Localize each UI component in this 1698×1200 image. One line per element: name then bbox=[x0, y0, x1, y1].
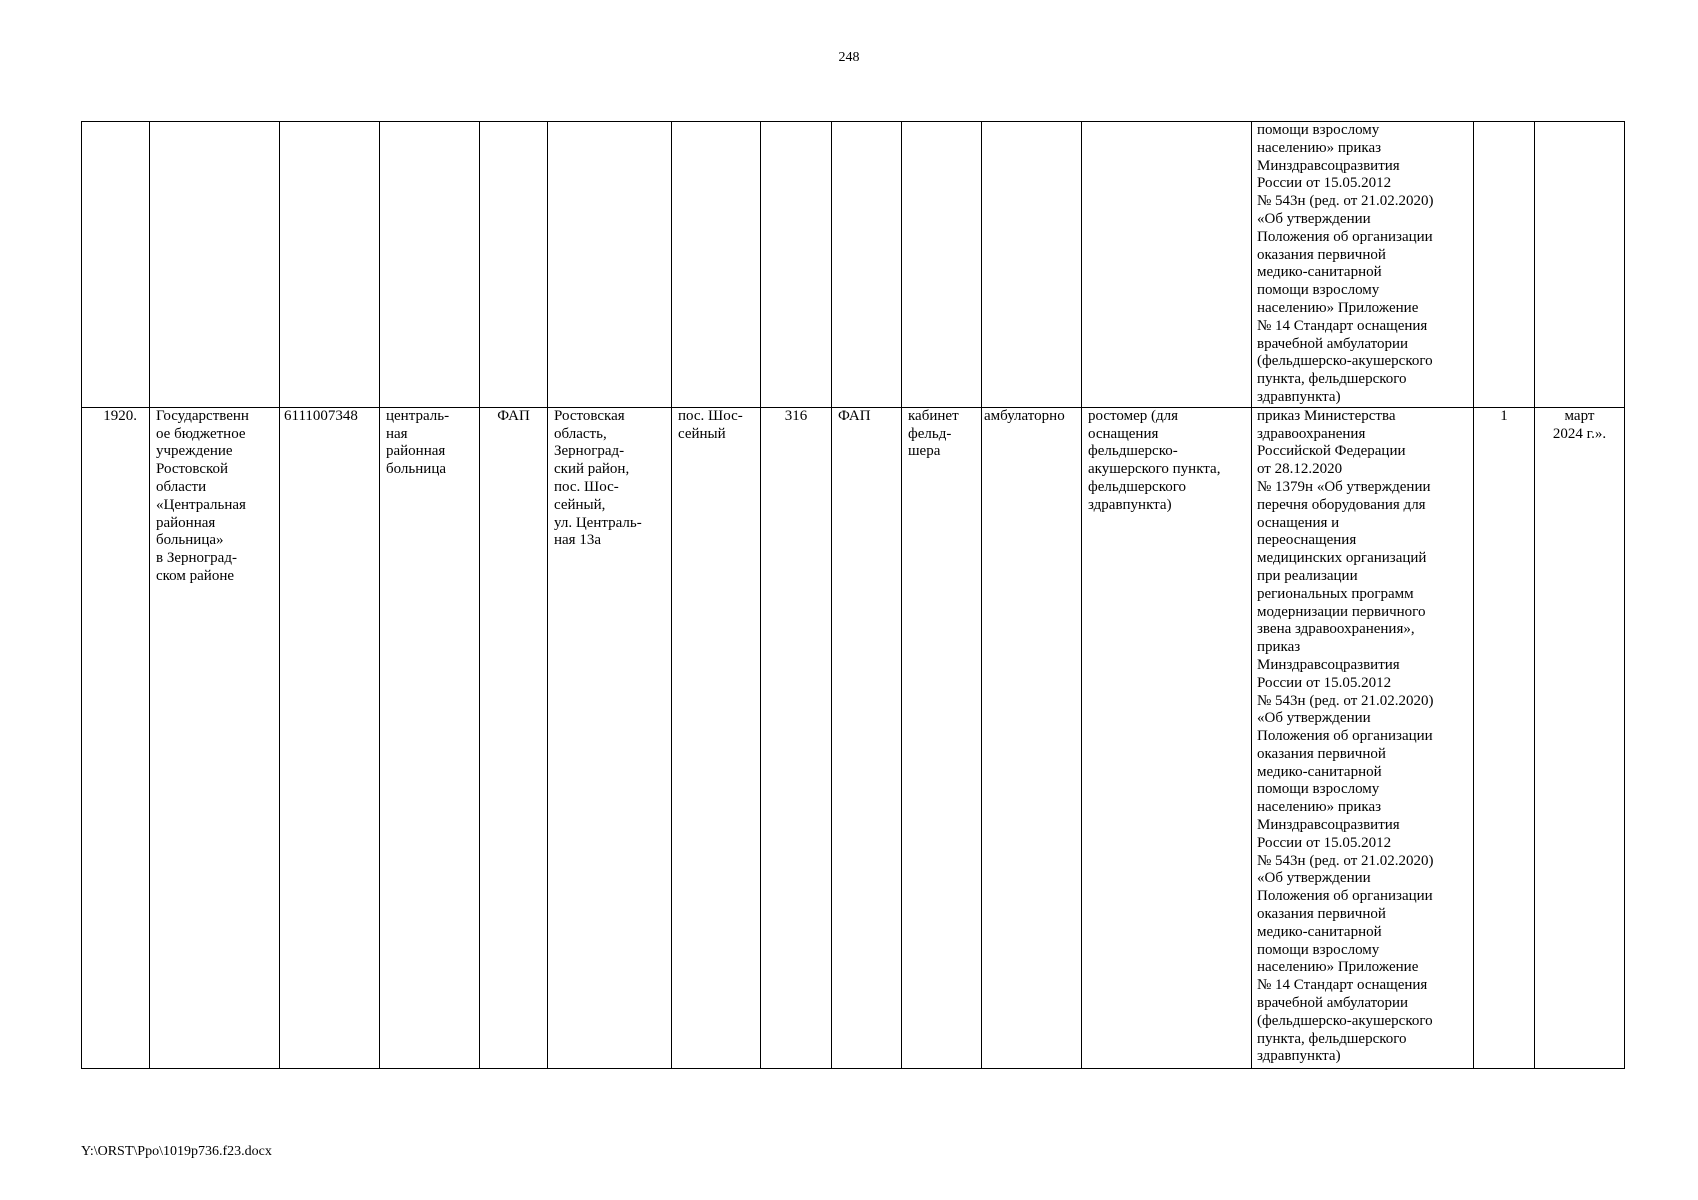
cell-organization: Государственн ое бюджетное учреждение Ростовской области «Центральная районная больница» в Зерноград- ском районе bbox=[150, 407, 280, 1068]
cell-population: 316 bbox=[761, 407, 832, 1068]
cell-care-mode bbox=[982, 122, 1082, 408]
cell-equipment bbox=[1082, 122, 1252, 408]
cell-care-mode: амбулаторно bbox=[982, 407, 1082, 1068]
cell-unit-type bbox=[480, 122, 548, 408]
cell-unit-type: ФАП bbox=[480, 407, 548, 1068]
equipment-table bbox=[81, 121, 1625, 1069]
cell-unit: ФАП bbox=[832, 407, 902, 1068]
cell-basis-continued: помощи взрослому населению» приказ Минздравсоцразвития России от 15.05.2012 № 543н (ред. от 21.02.2020) «Об утверждении Положения об организации оказания первичной медико-санитарной помощи взрослому населению» Приложение № 14 Стандарт оснащения врачебной амбулатории (фельдшерско-акушерского пункта, фельдшерского здравпункта) bbox=[1252, 122, 1474, 408]
cell-org-type bbox=[380, 122, 480, 408]
cell-org-type: централь- ная районная больница bbox=[380, 407, 480, 1068]
table-row bbox=[82, 407, 1625, 1068]
cell-number bbox=[82, 122, 150, 408]
cell-number: 1920. bbox=[82, 407, 150, 1068]
cell-inn: 6111007348 bbox=[280, 407, 380, 1068]
cell-address: Ростовская область, Зерноград- ский район, пос. Шос- сейный, ул. Централь- ная 13а bbox=[548, 407, 672, 1068]
cell-quantity: 1 bbox=[1474, 407, 1535, 1068]
cell-settlement bbox=[672, 122, 761, 408]
cell-room: кабинет фельд- шера bbox=[902, 407, 982, 1068]
cell-settlement: пос. Шос- сейный bbox=[672, 407, 761, 1068]
cell-equipment: ростомер (для оснащения фельдшерско- акушерского пункта, фельдшерского здравпункта) bbox=[1082, 407, 1252, 1068]
cell-basis: приказ Министерства здравоохранения Российской Федерации от 28.12.2020 № 1379н «Об утверждении перечня оборудования для оснащения и переоснащения медицинских организаций при реализации региональных программ модернизации первичного звена здравоохранения», приказ Минздравсоцразвития России от 15.05.2012 № 543н (ред. от 21.02.2020) «Об утверждении Положения об организации оказания первичной медико-санитарной помощи взрослому населению» приказ Минздравсоцразвития России от 15.05.2012 № 543н (ред. от 21.02.2020) «Об утверждении Положения об организации оказания первичной медико-санитарной помощи взрослому населению» Приложение № 14 Стандарт оснащения врачебной амбулатории (фельдшерско-акушерского пункта, фельдшерского здравпункта) bbox=[1252, 407, 1474, 1068]
cell-inn bbox=[280, 122, 380, 408]
cell-quantity bbox=[1474, 122, 1535, 408]
cell-deadline bbox=[1535, 122, 1625, 408]
page-number: 248 bbox=[838, 50, 860, 65]
table-row-continued bbox=[82, 122, 1625, 408]
cell-unit bbox=[832, 122, 902, 408]
cell-population bbox=[761, 122, 832, 408]
cell-organization bbox=[150, 122, 280, 408]
cell-deadline: март 2024 г.». bbox=[1535, 407, 1625, 1068]
cell-address bbox=[548, 122, 672, 408]
footer-file-path: Y:\ORST\Ppo\1019p736.f23.docx bbox=[81, 1144, 272, 1159]
cell-room bbox=[902, 122, 982, 408]
